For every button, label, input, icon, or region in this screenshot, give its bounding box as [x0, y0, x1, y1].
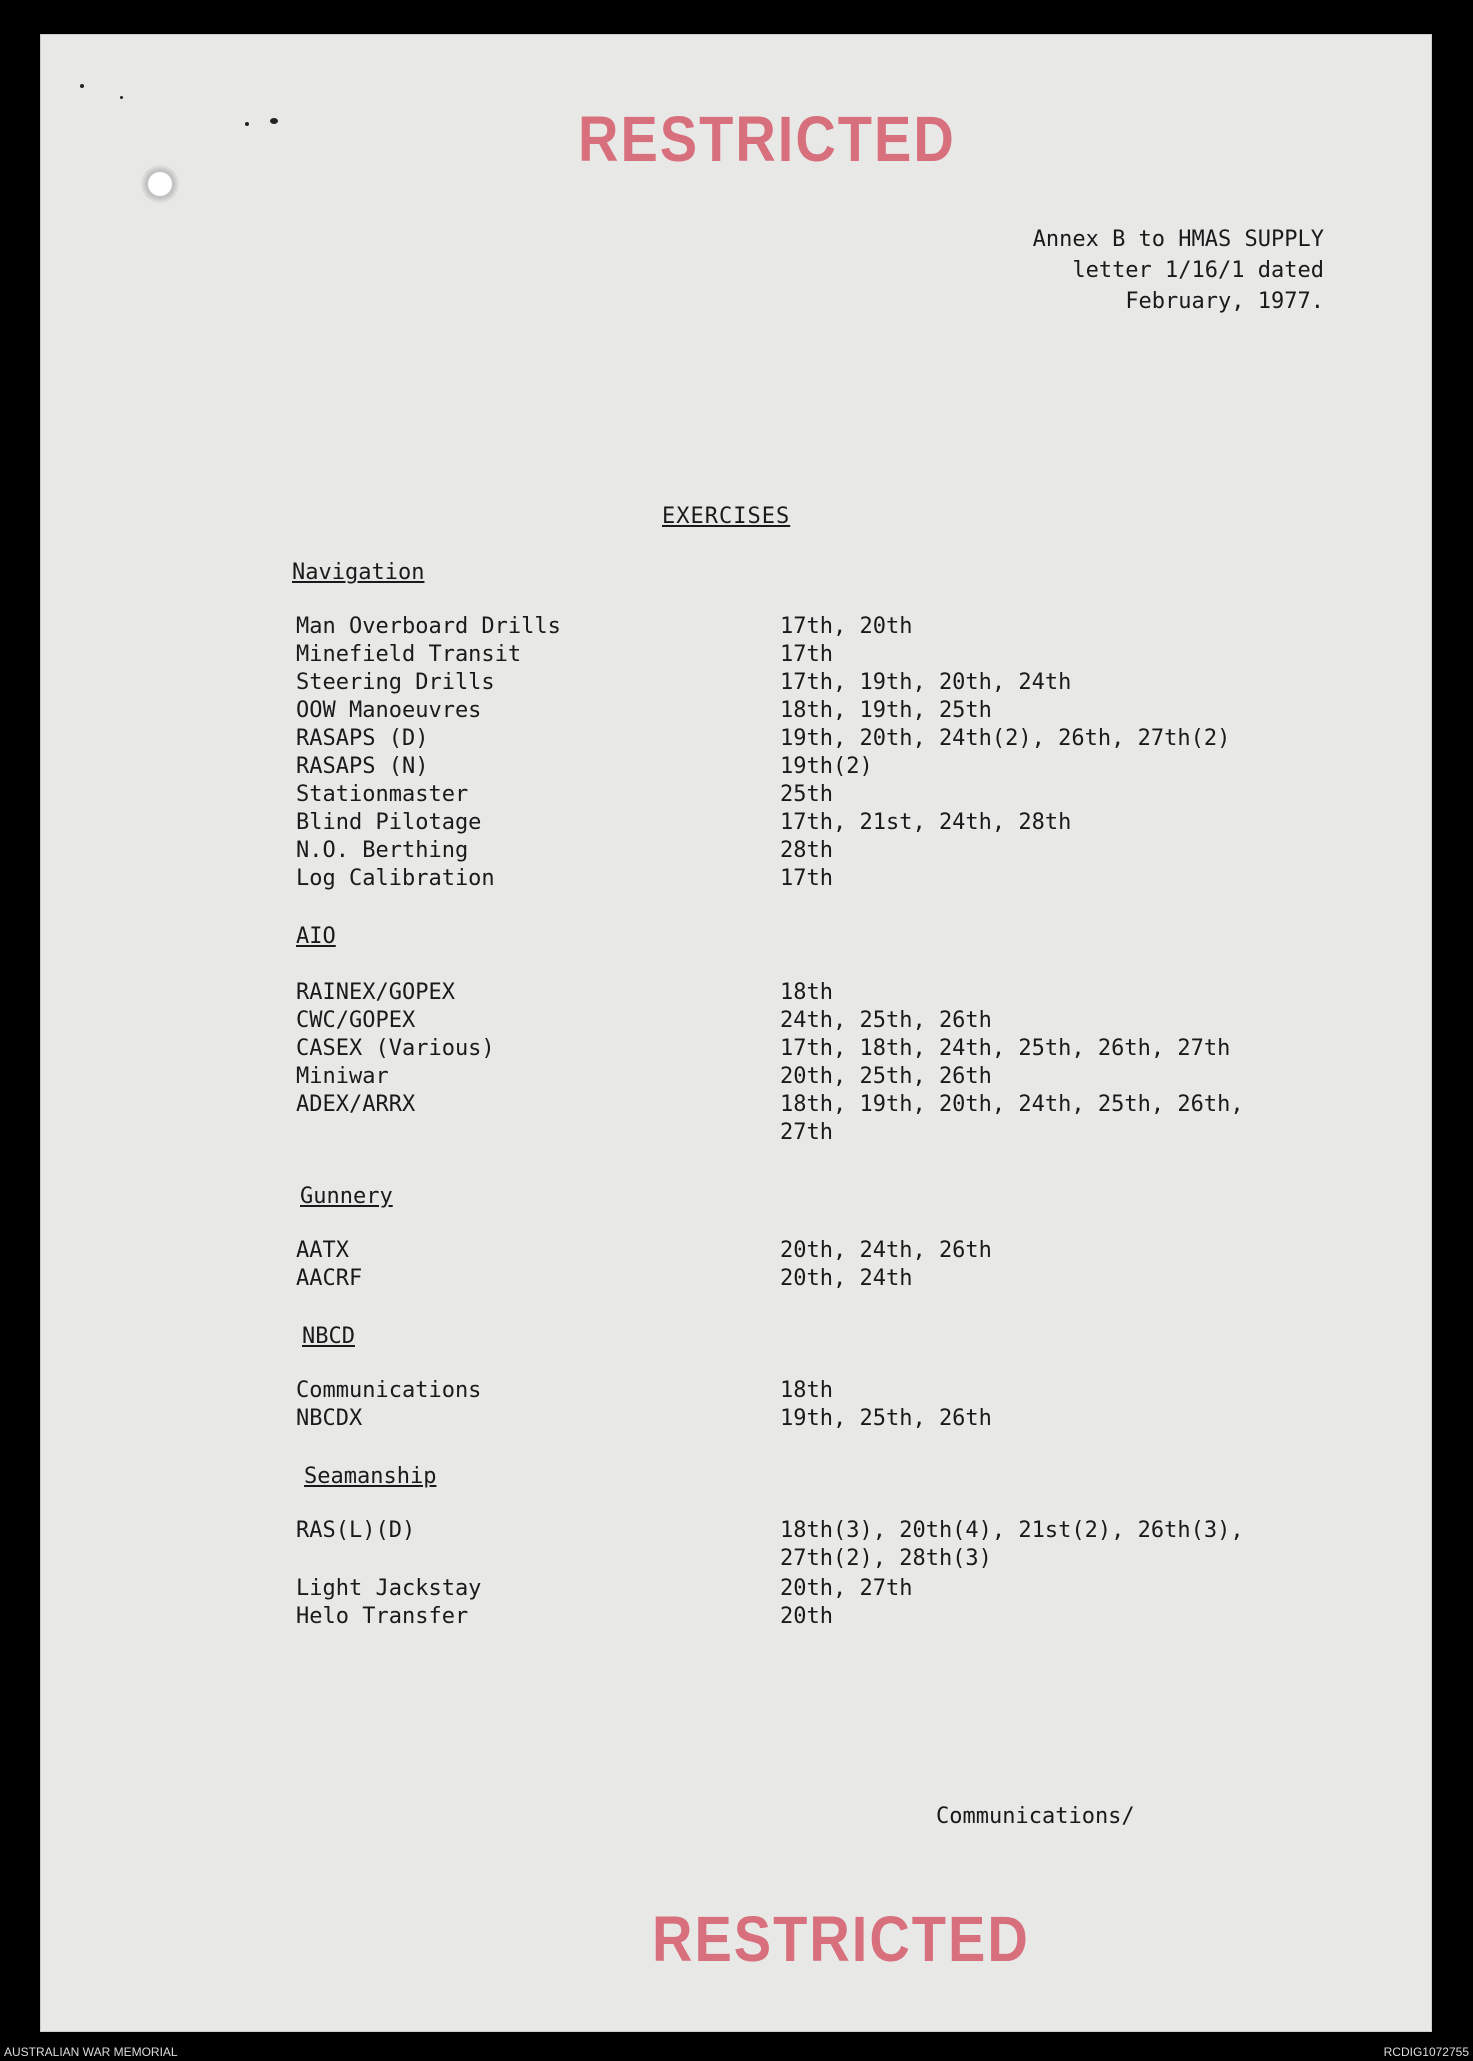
- list-item: [40, 1266, 1432, 1294]
- exercise-label: Minefield Transit: [296, 642, 522, 667]
- exercise-label: Communications: [296, 1378, 482, 1403]
- list-item: [40, 980, 1432, 1008]
- exercise-dates: 17th, 18th, 24th, 25th, 26th, 27th: [780, 1036, 1231, 1061]
- list-item: [40, 754, 1432, 782]
- section-heading-seamanship: Seamanship: [304, 1464, 437, 1489]
- exercise-dates: 17th, 21st, 24th, 28th: [780, 810, 1072, 835]
- exercise-dates-continued: 27th: [780, 1120, 833, 1145]
- exercise-label: Man Overboard Drills: [296, 614, 561, 639]
- exercise-dates: 18th, 19th, 25th: [780, 698, 992, 723]
- exercise-label: RAS(L)(D): [296, 1518, 416, 1543]
- exercise-dates-continued: 27th(2), 28th(3): [780, 1546, 992, 1571]
- document-page: [40, 34, 1432, 2032]
- list-item: [40, 1064, 1432, 1092]
- archive-watermark-right: RCDIG1072755: [1383, 2045, 1469, 2059]
- exercise-dates: 17th, 20th: [780, 614, 913, 639]
- exercise-label: RAINEX/GOPEX: [296, 980, 455, 1005]
- list-item: [40, 1378, 1432, 1406]
- exercise-label: Steering Drills: [296, 670, 495, 695]
- annex-reference: [1033, 224, 1324, 317]
- archive-watermark-left: AUSTRALIAN WAR MEMORIAL: [4, 2045, 178, 2059]
- exercise-label: Log Calibration: [296, 866, 495, 891]
- page-title: EXERCISES: [662, 504, 791, 529]
- exercise-dates: 25th: [780, 782, 833, 807]
- exercise-label: AATX: [296, 1238, 349, 1263]
- list-item: [40, 782, 1432, 810]
- continuation-marker: Communications/: [936, 1804, 1135, 1829]
- list-item: [40, 698, 1432, 726]
- exercise-dates: 20th, 25th, 26th: [780, 1064, 992, 1089]
- list-item: [40, 1604, 1432, 1632]
- list-item: [40, 838, 1432, 866]
- list-item: [40, 1008, 1432, 1036]
- speck: [270, 118, 278, 124]
- exercise-label: NBCDX: [296, 1406, 363, 1431]
- exercise-dates: 17th: [780, 866, 833, 891]
- exercise-dates: 18th(3), 20th(4), 21st(2), 26th(3),: [780, 1518, 1244, 1543]
- exercise-label: Miniwar: [296, 1064, 389, 1089]
- list-item: [40, 810, 1432, 838]
- exercise-dates: 17th: [780, 642, 833, 667]
- exercise-label: RASAPS (D): [296, 726, 429, 751]
- exercise-dates: 19th, 25th, 26th: [780, 1406, 992, 1431]
- exercise-dates: 18th: [780, 1378, 833, 1403]
- exercise-label: AACRF: [296, 1266, 363, 1291]
- speck: [245, 122, 249, 126]
- exercise-dates: 20th, 27th: [780, 1576, 913, 1601]
- section-heading-aio: AIO: [296, 924, 336, 949]
- section-heading-gunnery: Gunnery: [300, 1184, 393, 1209]
- list-item: [40, 614, 1432, 642]
- exercise-label: CWC/GOPEX: [296, 1008, 416, 1033]
- exercise-label: CASEX (Various): [296, 1036, 495, 1061]
- exercise-dates: 20th: [780, 1604, 833, 1629]
- annex-line-2: letter 1/16/1 dated: [1072, 258, 1324, 283]
- list-item: [40, 1518, 1432, 1574]
- exercise-dates: 18th: [780, 980, 833, 1005]
- speck: [120, 96, 123, 99]
- list-item: [40, 1406, 1432, 1434]
- exercise-label: Blind Pilotage: [296, 810, 482, 835]
- list-item: [40, 866, 1432, 894]
- exercise-label: N.O. Berthing: [296, 838, 469, 863]
- list-item: [40, 726, 1432, 754]
- restricted-stamp-top: RESTRICTED: [578, 102, 956, 175]
- list-item: [40, 1092, 1432, 1148]
- exercise-dates: 19th, 20th, 24th(2), 26th, 27th(2): [780, 726, 1231, 751]
- list-item: [40, 1036, 1432, 1064]
- speck: [80, 84, 84, 88]
- exercise-dates: 18th, 19th, 20th, 24th, 25th, 26th,: [780, 1092, 1244, 1117]
- list-item: [40, 1576, 1432, 1604]
- exercise-dates: 20th, 24th: [780, 1266, 913, 1291]
- exercise-dates: 19th(2): [780, 754, 873, 779]
- exercise-dates: 17th, 19th, 20th, 24th: [780, 670, 1072, 695]
- exercise-label: RASAPS (N): [296, 754, 429, 779]
- list-item: [40, 642, 1432, 670]
- paper-damage: [140, 164, 180, 204]
- exercise-dates: 28th: [780, 838, 833, 863]
- annex-line-1: Annex B to HMAS SUPPLY: [1032, 227, 1324, 252]
- exercise-dates: 20th, 24th, 26th: [780, 1238, 992, 1263]
- exercise-label: Helo Transfer: [296, 1604, 469, 1629]
- list-item: [40, 1238, 1432, 1266]
- restricted-stamp-bottom: RESTRICTED: [652, 1902, 1030, 1975]
- section-heading-navigation: Navigation: [292, 560, 425, 585]
- exercise-label: ADEX/ARRX: [296, 1092, 416, 1117]
- exercise-label: OOW Manoeuvres: [296, 698, 482, 723]
- annex-line-3: February, 1977.: [1125, 289, 1324, 314]
- exercise-label: Stationmaster: [296, 782, 469, 807]
- exercise-dates: 24th, 25th, 26th: [780, 1008, 992, 1033]
- list-item: [40, 670, 1432, 698]
- exercise-label: Light Jackstay: [296, 1576, 482, 1601]
- section-heading-nbcd: NBCD: [302, 1324, 355, 1349]
